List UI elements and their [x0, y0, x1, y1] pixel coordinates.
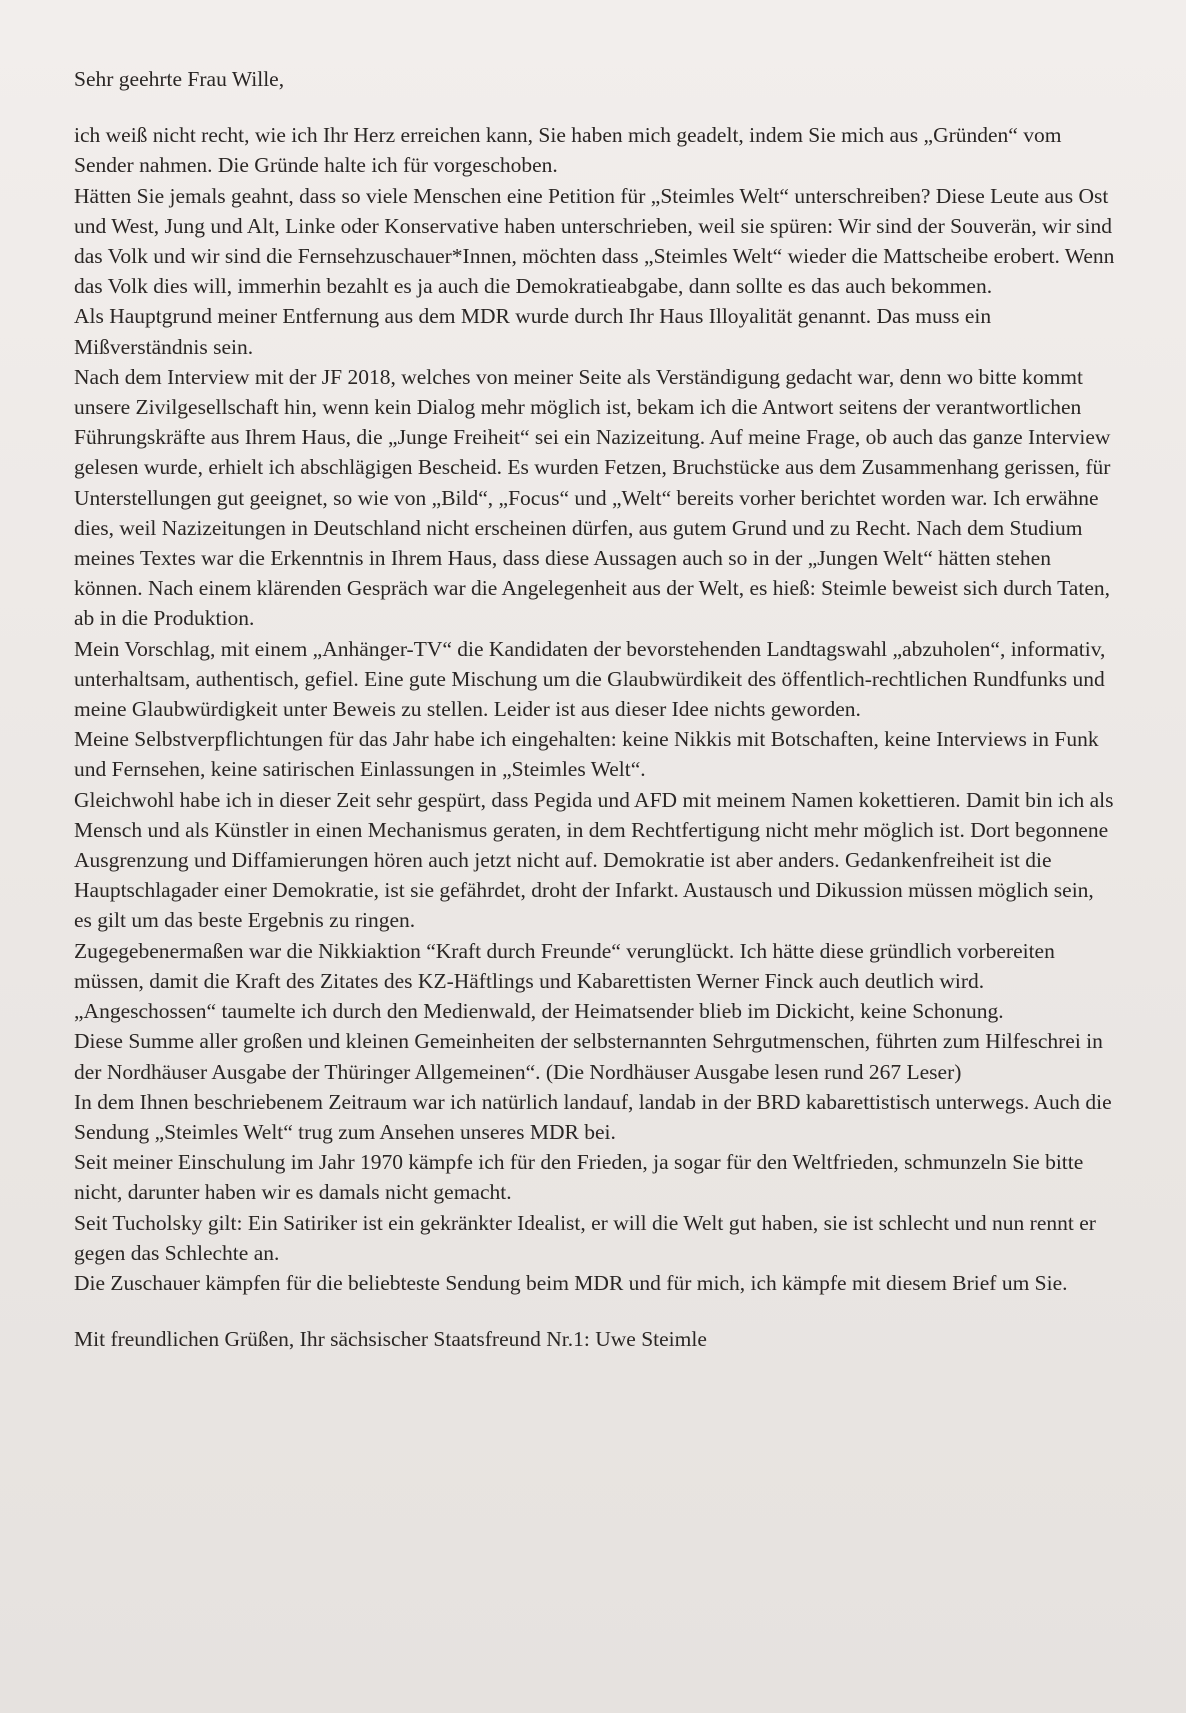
paragraph: In dem Ihnen beschriebenem Zeitraum war ich natürlich landauf, landab in der BRD kabarettistisch unterwegs. Auch die Sendung „Steimles Welt“ trug zum Ansehen unseres MDR bei.	[74, 1089, 1112, 1144]
letter	[74, 64, 1116, 1354]
paragraph: Nach dem Interview mit der JF 2018, welches von meiner Seite als Verständigung gedacht war, denn wo bitte kommt unsere Zivilgesellschaft hin, wenn kein Dialog mehr möglich ist, bekam ich die Antwort seitens der verantwortlichen Führungskräfte aus Ihrem Haus, die „Junge Freiheit“ sei ein Nazizeitung. Auf meine Frage, ob auch das ganze Interview gelesen wurde, erhielt ich abschlägigen Bescheid. Es wurden Fetzen, Bruchstücke aus dem Zusammenhang gerissen, für Unterstellungen gut geeignet, so wie von „Bild“, „Focus“ und „Welt“ bereits vorher berichtet worden war. Ich erwähne dies, weil Nazizeitungen in Deutschland nicht erscheinen dürfen, aus gutem Grund und zu Recht. Nach dem Studium meines Textes war die Erkenntnis in Ihrem Haus, dass diese Aussagen auch so in der „Jungen Welt“ hätten stehen können. Nach einem klärenden Gespräch war die Angelegenheit aus der Welt, es hieß: Steimle beweist sich durch Taten, ab in die Produktion.	[74, 364, 1111, 631]
paragraph: Meine Selbstverpflichtungen für das Jahr habe ich eingehalten: keine Nikkis mit Botschaften, keine Interviews in Funk und Fernsehen, keine satirischen Einlassungen in „Steimles Welt“.	[74, 727, 1099, 782]
paragraph: Die Zuschauer kämpfen für die beliebteste Sendung beim MDR und für mich, ich kämpfe mit diesem Brief um Sie.	[74, 1270, 1068, 1295]
paragraph: Seit meiner Einschulung im Jahr 1970 kämpfe ich für den Frieden, ja sogar für den Weltfrieden, schmunzeln Sie bitte nicht, darunter haben wir es damals nicht gemacht.	[74, 1150, 1084, 1205]
paragraph: Hätten Sie jemals geahnt, dass so viele Menschen eine Petition für „Steimles Welt“ unterschreiben? Diese Leute aus Ost und West, Jung und Alt, Linke oder Konservative haben unterschrieben, weil sie spüren: Wir sind der Souverän, wir sind das Volk und wir sind die Fernsehzuschauer*Innen, möchten dass „Steimles Welt“ wieder die Mattscheibe erobert. Wenn das Volk dies will, immerhin bezahlt es ja auch die Demokratieabgabe, dann sollte es das auch bekommen.	[74, 183, 1115, 299]
paragraph: Zugegebenermaßen war die Nikkiaktion “Kraft durch Freunde“ verunglückt. Ich hätte diese gründlich vorbereiten müssen, damit die Kraft des Zitates des KZ-Häftlings und Kabarettisten Werner Finck auch deutlich wird.	[74, 938, 1055, 993]
paragraph: „Angeschossen“ taumelte ich durch den Medienwald, der Heimatsender blieb im Dickicht, keine Schonung.	[74, 999, 1004, 1024]
paragraph: Diese Summe aller großen und kleinen Gemeinheiten der selbsternannten Sehrgutmenschen, führten zum Hilfeschrei in der Nordhäuser Ausgabe der Thüringer Allgemeinen“. (Die Nordhäuser Ausgabe lesen rund 267 Leser)	[74, 1029, 1103, 1084]
paragraph: Als Hauptgrund meiner Entfernung aus dem MDR wurde durch Ihr Haus Illoyalität genannt. Das muss ein Mißverständnis sein.	[74, 304, 992, 359]
paragraph: Mein Vorschlag, mit einem „Anhänger-TV“ die Kandidaten der bevorstehenden Landtagswahl „abzuholen“, informativ, unterhaltsam, authentisch, gefiel. Eine gute Mischung um die Glaubwürdikeit des öffentlich-rechtlichen Rundfunks und meine Glaubwürdigkeit unter Beweis zu stellen. Leider ist aus dieser Idee nichts geworden.	[74, 636, 1106, 722]
paragraph: Gleichwohl habe ich in dieser Zeit sehr gespürt, dass Pegida und AFD mit meinem Namen kokettieren. Damit bin ich als Mensch und als Künstler in einen Mechanismus geraten, in dem Rechtfertigung nicht mehr möglich ist. Dort begonnene Ausgrenzung und Diffamierungen hören auch jetzt nicht auf. Demokratie ist aber anders. Gedankenfreiheit ist die Hauptschlagader einer Demokratie, ist sie gefährdet, droht der Infarkt. Austausch und Dikussion müssen möglich sein, es gilt um das beste Ergebnis zu ringen.	[74, 787, 1114, 933]
paragraph: ich weiß nicht recht, wie ich Ihr Herz erreichen kann, Sie haben mich geadelt, indem Sie mich aus „Gründen“ vom Sender nahmen. Die Gründe halte ich für vorgeschoben.	[74, 123, 1062, 178]
paragraph: Seit Tucholsky gilt: Ein Satiriker ist ein gekränkter Idealist, er will die Welt gut haben, sie ist schlecht und nun rennt er gegen das Schlechte an.	[74, 1210, 1096, 1265]
letter-closing: Mit freundlichen Grüßen, Ihr sächsischer Staatsfreund Nr.1: Uwe Steimle	[74, 1327, 707, 1352]
letter-salutation: Sehr geehrte Frau Wille,	[74, 67, 285, 91]
letter-body	[74, 120, 1116, 1298]
